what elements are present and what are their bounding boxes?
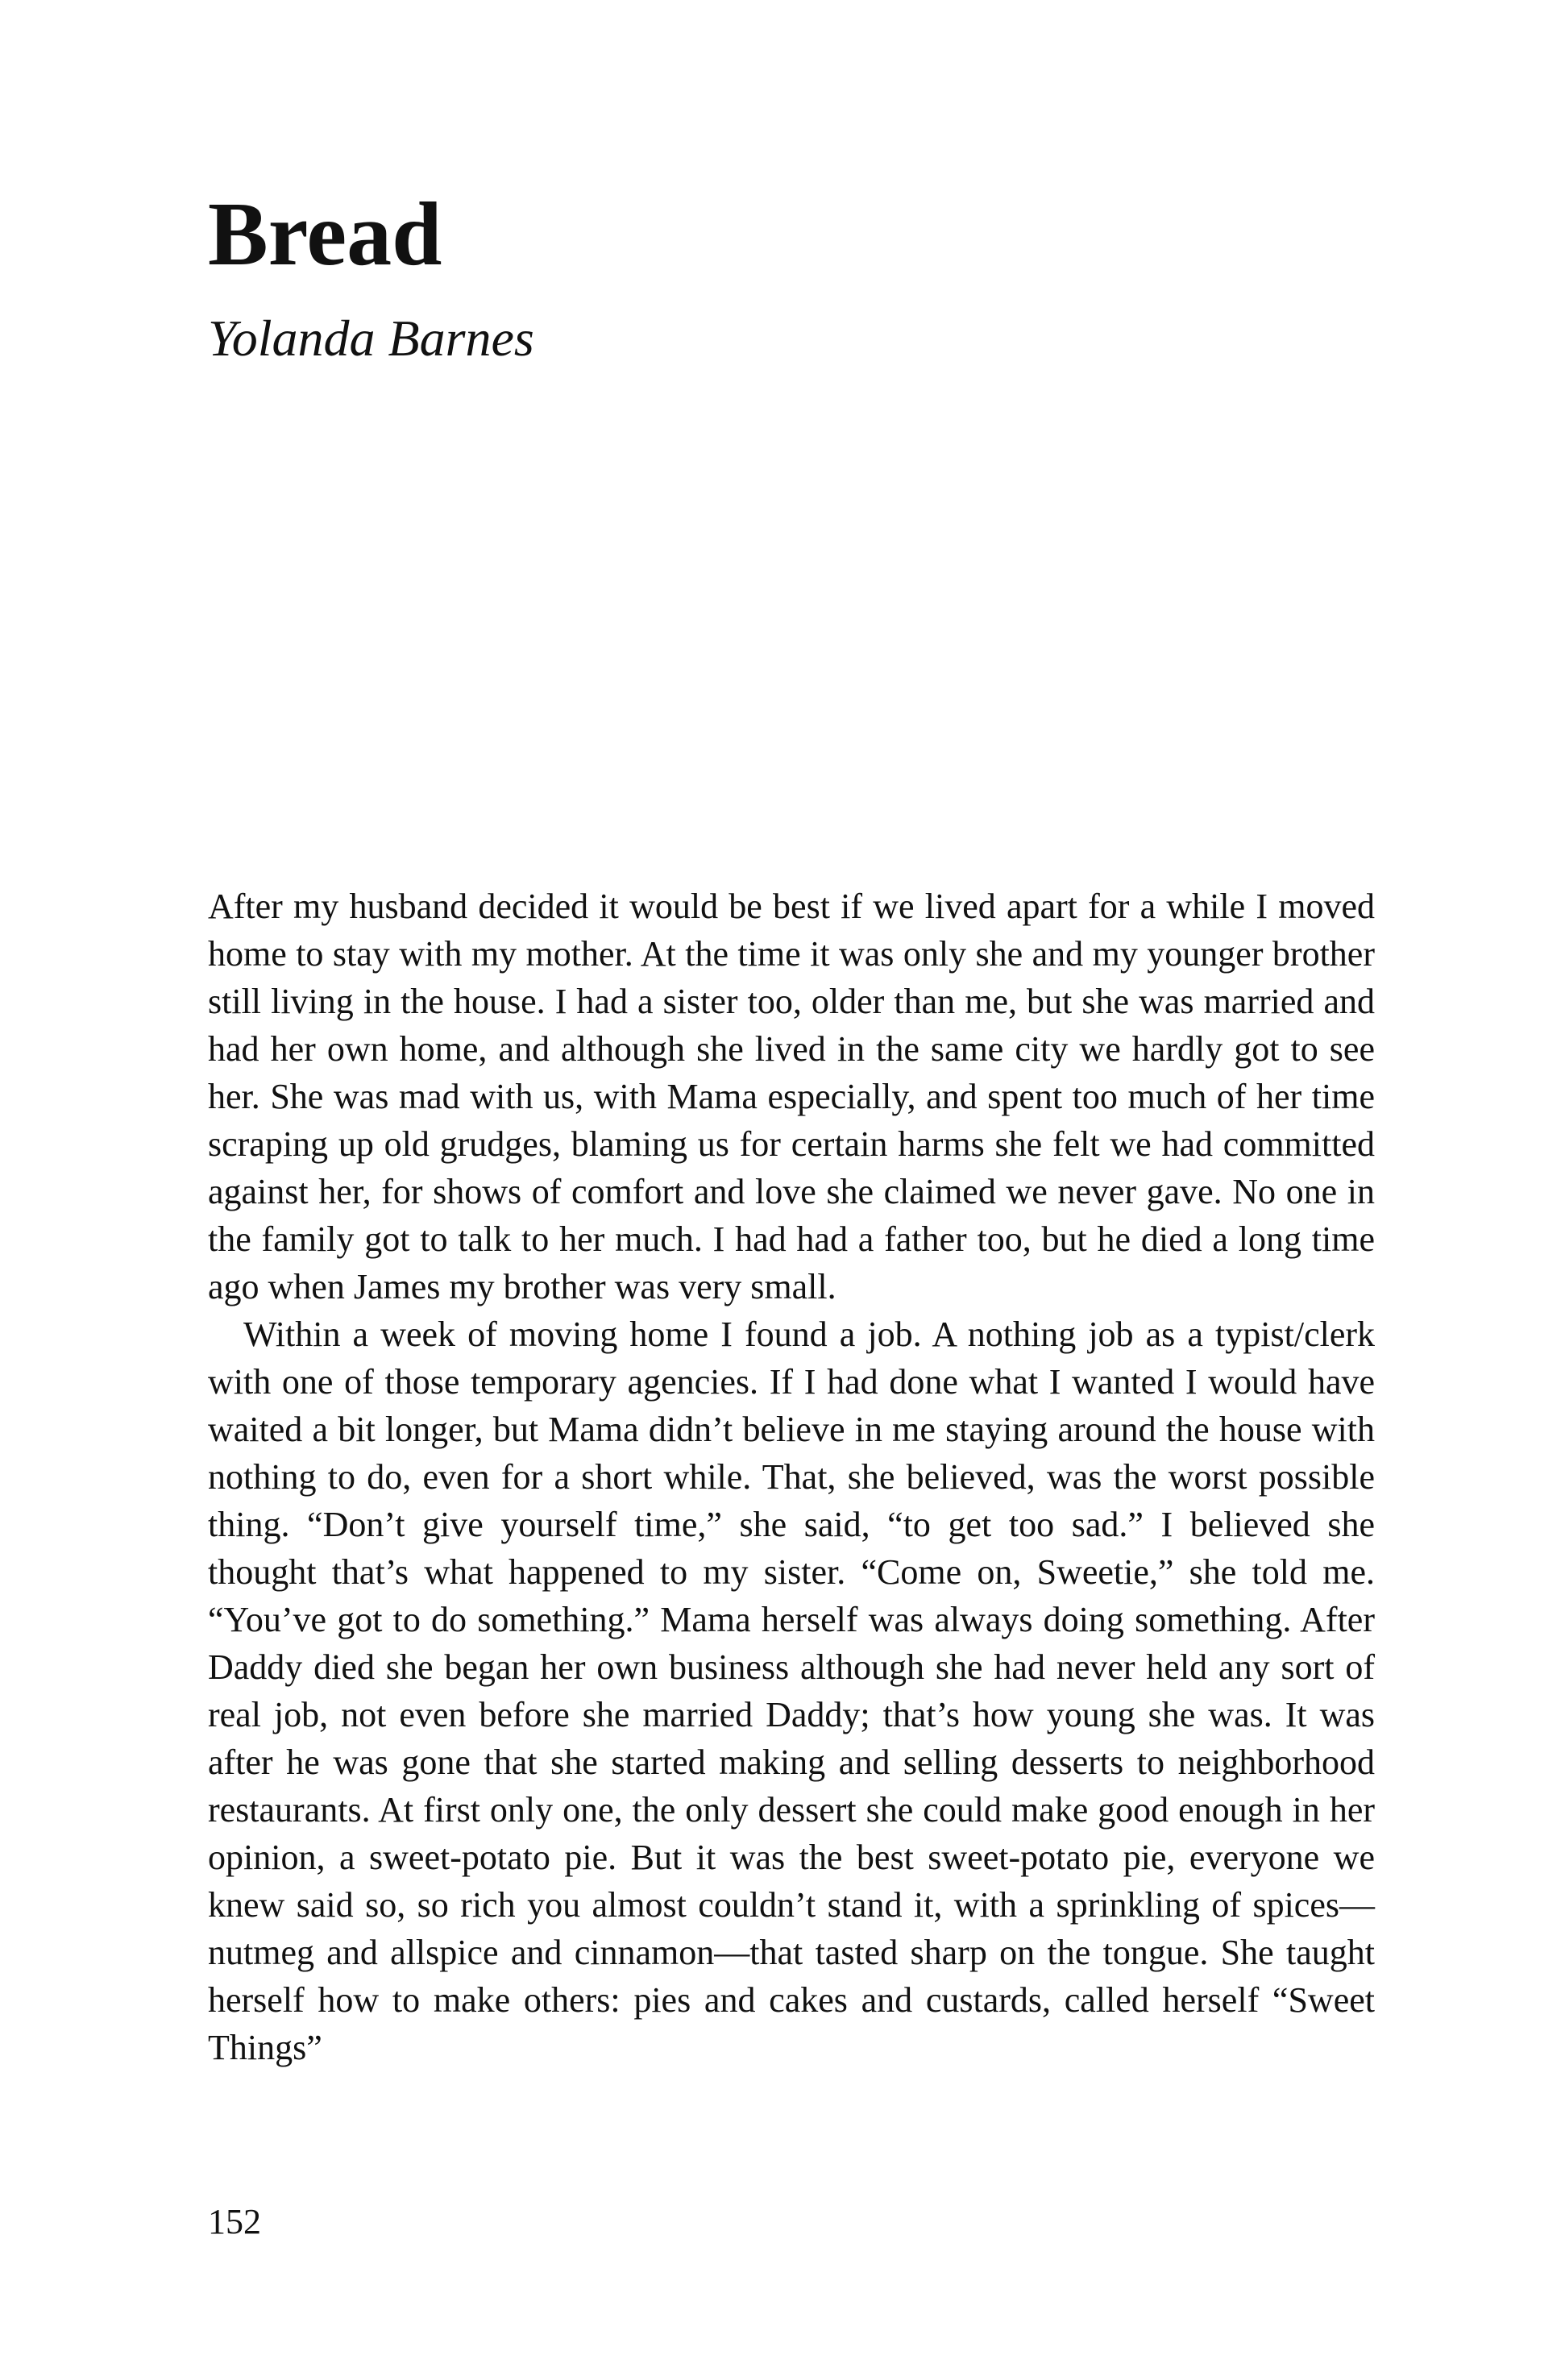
- paragraph: Within a week of moving home I found a job. A nothing job as a typist/clerk with one of those temporary agencies. If I had done what I wanted I would have waited a bit longer, but Mama didn’t believe in me staying around the house with nothing to do, even for a short while. That, she believed, was the worst possible thing. “Don’t give yourself time,” she said, “to get too sad.” I believed she thought that’s what happened to my sister. “Come on, Sweetie,” she told me. “You’ve got to do something.” Mama herself was always doing something. After Daddy died she began her own business although she had never held any sort of real job, not even before she married Daddy; that’s how young she was. It was after he was gone that she started making and selling desserts to neighborhood restaurants. At first only one, the only dessert she could make good enough in her opinion, a sweet-potato pie. But it was the best sweet-potato pie, everyone we knew said so, so rich you almost couldn’t stand it, with a sprinkling of spices—nutmeg and allspice and cinnamon—that tasted sharp on the tongue. She taught herself how to make others: pies and cakes and custards, called herself “Sweet Things”: [208, 1315, 1375, 2067]
- body-text: [208, 883, 1375, 2071]
- page-title: Bread: [208, 185, 442, 285]
- page-number: 152: [208, 2202, 261, 2241]
- author-name: Yolanda Barnes: [208, 309, 534, 367]
- paragraph: After my husband decided it would be best if we lived apart for a while I moved home to stay with my mother. At the time it was only she and my younger brother still living in the house. I had a sister too, older than me, but she was married and had her own home, and although she lived in the same city we hardly got to see her. She was mad with us, with Mama especially, and spent too much of her time scraping up old grudges, blaming us for certain harms she felt we had committed against her, for shows of comfort and love she claimed we never gave. No one in the family got to talk to her much. I had had a father too, but he died a long time ago when James my brother was very small.: [208, 887, 1375, 1306]
